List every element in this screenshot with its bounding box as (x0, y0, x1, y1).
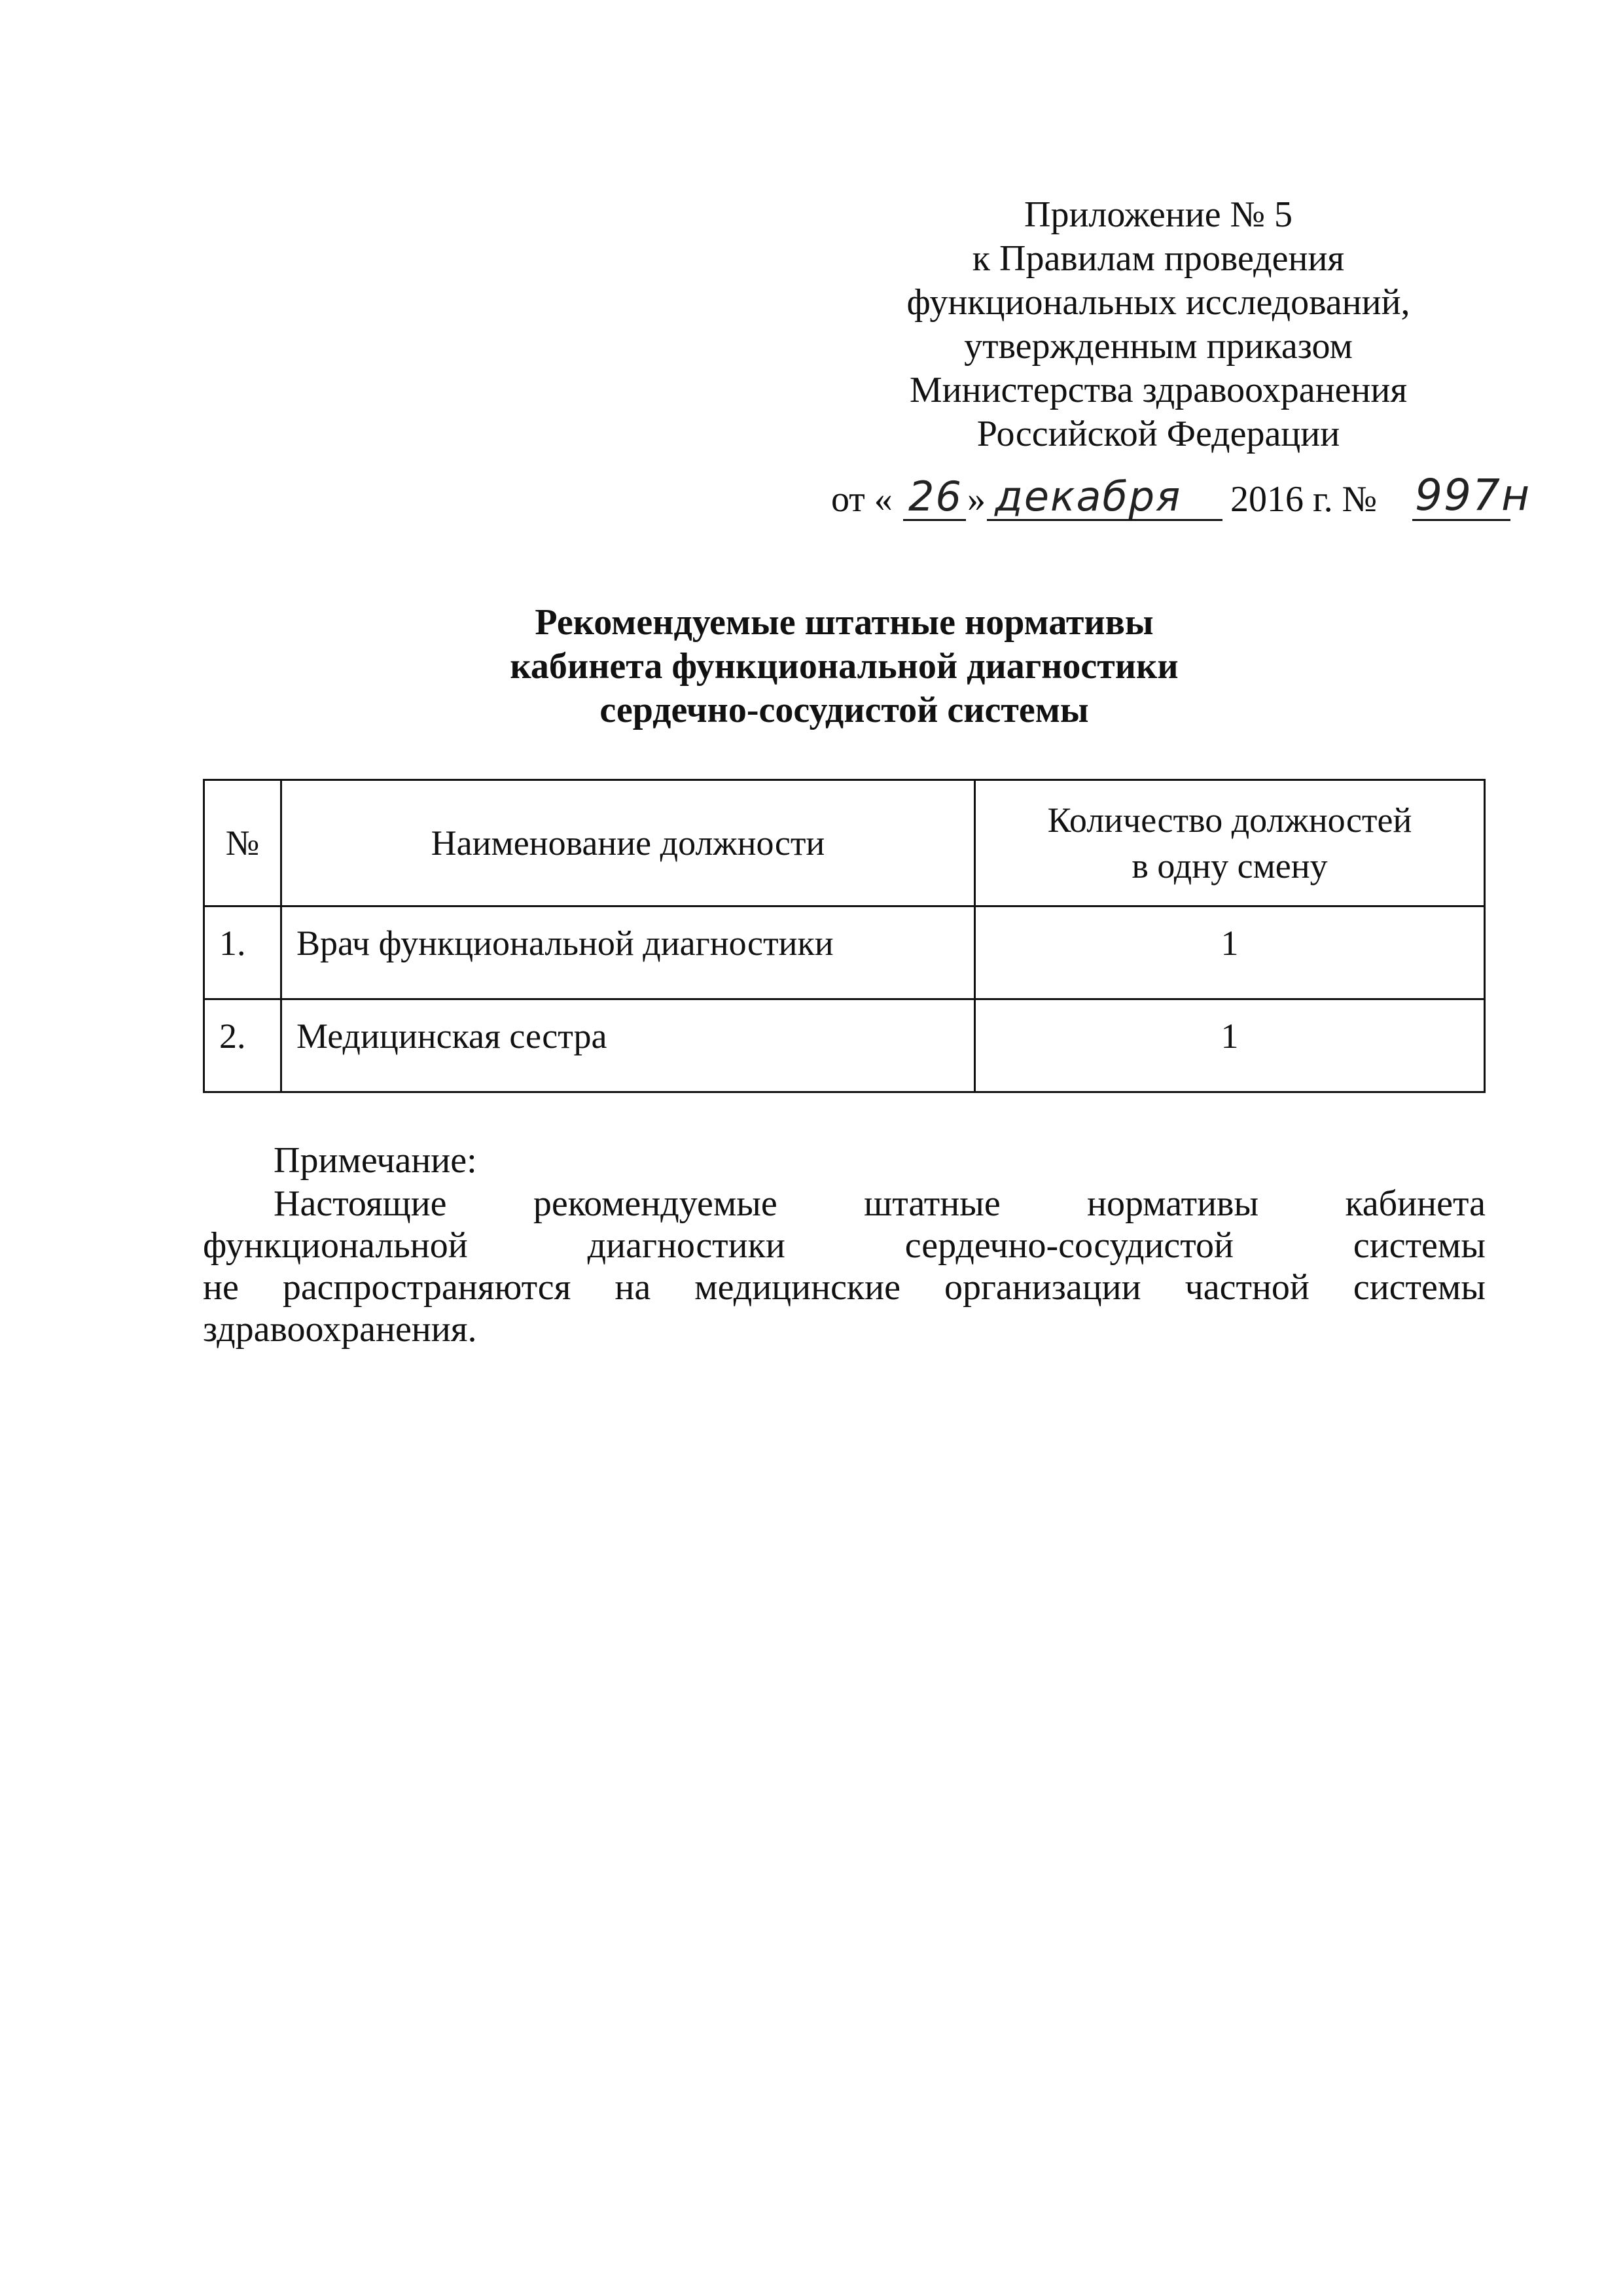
appendix-line: Российской Федерации (976, 414, 1340, 454)
row-position-name: Врач функциональной диагностики (281, 906, 975, 999)
note-word: кабинета (1345, 1183, 1486, 1224)
header-quantity-line-2: в одну смену (1132, 846, 1328, 886)
title-line: кабинета функциональной диагностики (510, 646, 1179, 687)
handwritten-day: 26 (908, 473, 963, 520)
title-line: Рекомендуемые штатные нормативы (535, 602, 1154, 643)
note-word: Настоящие (274, 1183, 447, 1224)
appendix-line: утвержденным приказом (964, 326, 1353, 367)
handwritten-month: декабря (995, 473, 1182, 520)
note-word: функциональной (203, 1225, 468, 1266)
row-quantity: 1 (975, 999, 1485, 1092)
note-word: сердечно-сосудистой (904, 1225, 1234, 1266)
date-prefix: от « (831, 479, 893, 520)
header-position-name: Наименование должности (281, 780, 975, 906)
handwritten-order-number: 997н (1415, 470, 1531, 520)
note-word: распространяются (282, 1267, 571, 1308)
note-line-3 (203, 1266, 1486, 1308)
appendix-line: Приложение № 5 (1024, 194, 1293, 235)
note-line-1 (203, 1183, 1486, 1225)
appendix-line: Министерства здравоохранения (909, 370, 1408, 410)
note-word: системы (1353, 1267, 1486, 1308)
row-quantity: 1 (975, 906, 1485, 999)
note-label: Примечание: (274, 1140, 477, 1181)
note-line-2 (203, 1225, 1486, 1266)
note-word: медицинские (694, 1267, 901, 1308)
note-word: нормативы (1087, 1183, 1259, 1224)
appendix-header (864, 193, 1453, 456)
header-quantity-line-1: Количество должностей (1047, 800, 1412, 840)
note-word: системы (1353, 1225, 1486, 1266)
appendix-line: к Правилам проведения (972, 238, 1345, 279)
appendix-line: функциональных исследований, (906, 282, 1410, 323)
note-paragraph (203, 1183, 1486, 1350)
date-quote-close: » (967, 479, 986, 520)
note-word: частной (1185, 1267, 1310, 1308)
order-date-line (831, 458, 1551, 530)
row-number: 2. (204, 999, 281, 1092)
note-word: на (615, 1267, 651, 1308)
note-word: рекомендуемые (533, 1183, 777, 1224)
note-line-4: здравоохранения. (203, 1309, 477, 1350)
document-title (393, 601, 1296, 732)
note-word: штатные (864, 1183, 1001, 1224)
table-row (204, 999, 1485, 1092)
staff-norms-table (203, 779, 1486, 1093)
note-word: организации (944, 1267, 1141, 1308)
note-word: не (203, 1267, 239, 1308)
title-line: сердечно-сосудистой системы (599, 690, 1089, 730)
header-quantity (975, 780, 1485, 906)
table-header-row (204, 780, 1485, 906)
header-number: № (204, 780, 281, 906)
date-year-number-label: 2016 г. № (1230, 479, 1378, 520)
note-word: диагностики (587, 1225, 785, 1266)
row-position-name: Медицинская сестра (281, 999, 975, 1092)
table-row (204, 906, 1485, 999)
row-number: 1. (204, 906, 281, 999)
